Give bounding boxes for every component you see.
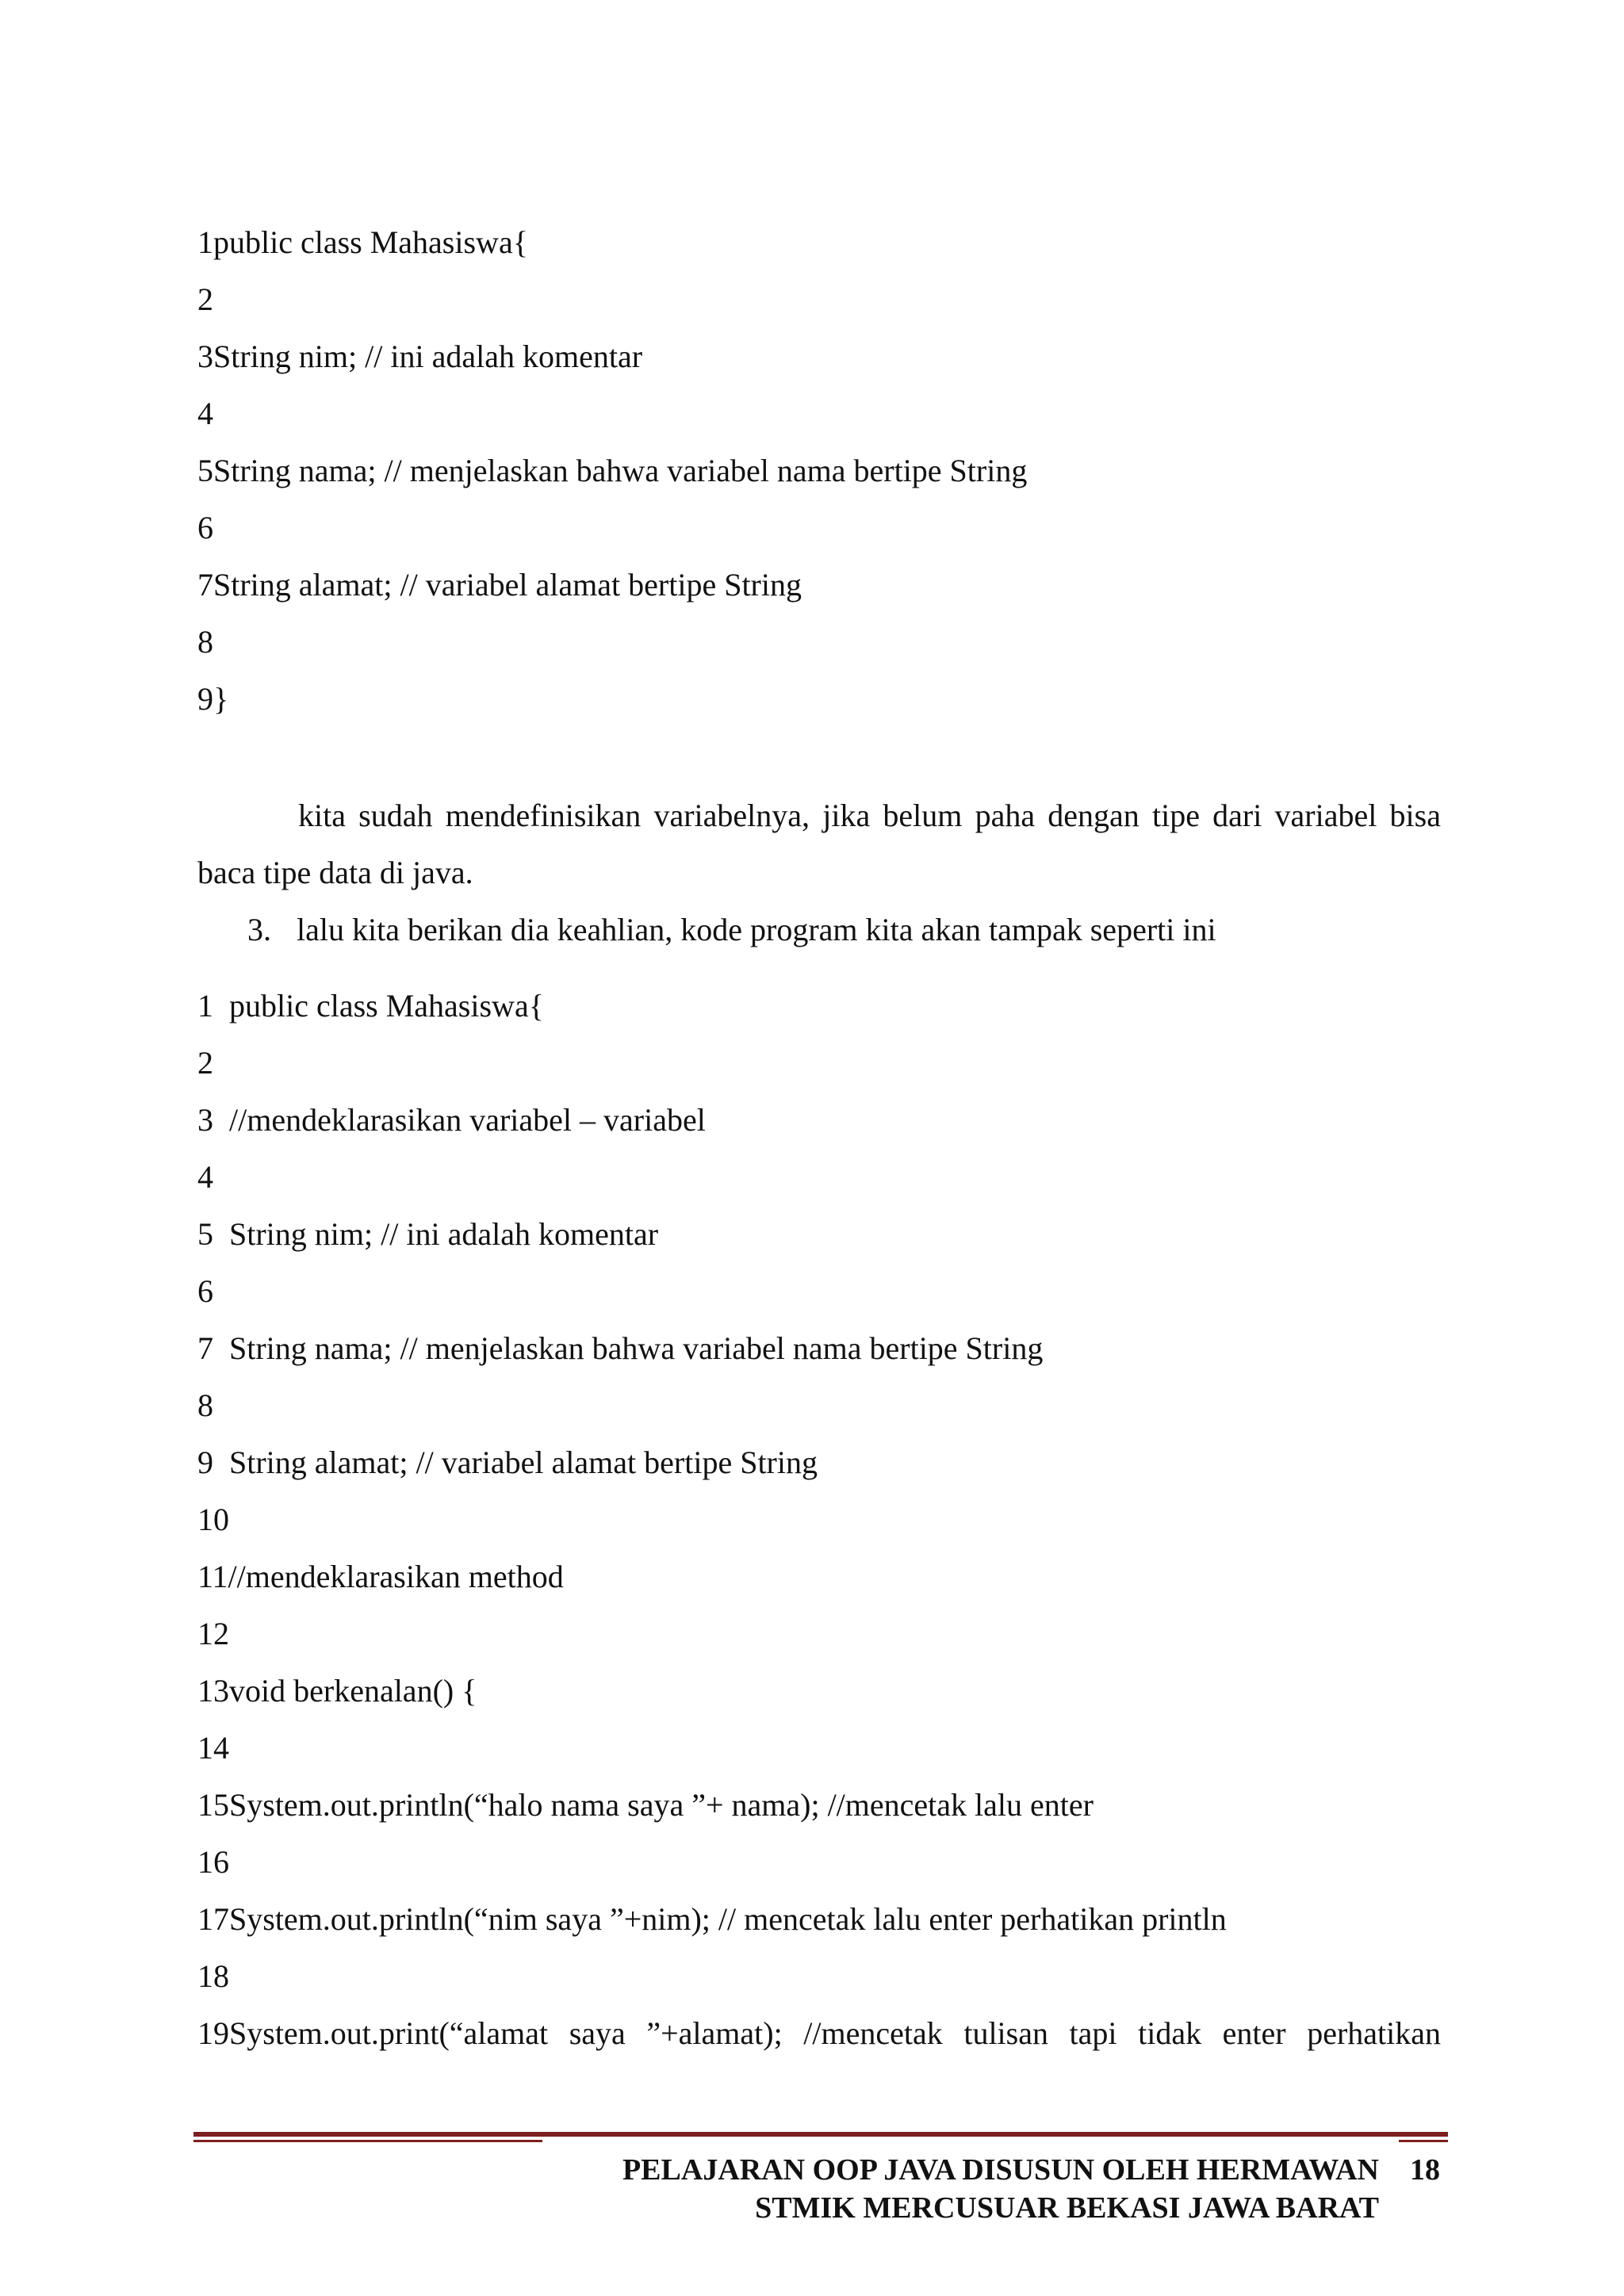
code-line: 1public class Mahasiswa{ (197, 224, 528, 260)
footer-rule-thick (193, 2132, 1448, 2137)
code-line: 8 (197, 1387, 213, 1423)
paragraph-line-2: baca tipe data di java. (197, 855, 473, 890)
page-number: 18 (1410, 2153, 1440, 2187)
code-line: 3 //mendeklarasikan variabel – variabel (197, 1102, 706, 1138)
code-line: 7String alamat; // variabel alamat bertipe String (197, 567, 802, 603)
code-line: 10 (197, 1502, 229, 1537)
code-line: 2 (197, 281, 213, 317)
code-line: 6 (197, 1273, 213, 1309)
code-line: 13void berkenalan() { (197, 1673, 477, 1709)
footer-subtitle: STMIK MERCUSUAR BEKASI JAWA BARAT (755, 2191, 1379, 2225)
code-line: 4 (197, 396, 213, 431)
code-line: 2 (197, 1045, 213, 1081)
code-line: 18 (197, 1958, 229, 1994)
code-line: 8 (197, 624, 213, 660)
body-paragraph (197, 797, 1441, 835)
code-line: 12 (197, 1616, 229, 1651)
footer-title: PELAJARAN OOP JAVA DISUSUN OLEH HERMAWAN (622, 2153, 1379, 2187)
list-item-text: lalu kita berikan dia keahlian, kode program kita akan tampak seperti ini (297, 912, 1216, 947)
code-line: 17System.out.println(“nim saya ”+nim); // mencetak lalu enter perhatikan println (197, 1901, 1227, 1937)
code-line: 16 (197, 1844, 229, 1880)
footer-rule-thin-right (1399, 2140, 1448, 2142)
code-line: 6 (197, 510, 213, 545)
code-line: 1 public class Mahasiswa{ (197, 988, 544, 1024)
code-line: 7 String nama; // menjelaskan bahwa variabel nama bertipe String (197, 1330, 1044, 1366)
code-line: 5 String nim; // ini adalah komentar (197, 1216, 659, 1252)
paragraph-line-1: kita sudah mendefinisikan variabelnya, jika belum paha dengan tipe dari variabel bisa (298, 798, 1441, 833)
code-line: 15System.out.println(“halo nama saya ”+ nama); //mencetak lalu enter (197, 1787, 1094, 1823)
code-line: 9 String alamat; // variabel alamat bertipe String (197, 1445, 818, 1480)
code-line: 14 (197, 1730, 229, 1766)
list-item (247, 911, 1216, 949)
code-line: 19System.out.print(“alamat saya ”+alamat); //mencetak tulisan tapi tidak enter perhatikan (197, 2015, 1441, 2051)
code-line: 3String nim; // ini adalah komentar (197, 339, 643, 374)
code-line: 9} (197, 681, 229, 717)
list-item-number: 3. (247, 912, 271, 947)
code-line: 4 (197, 1159, 213, 1195)
code-line: 5String nama; // menjelaskan bahwa variabel nama bertipe String (197, 453, 1028, 488)
code-line: 11//mendeklarasikan method (197, 1559, 564, 1594)
footer-rule-thin-left (193, 2140, 542, 2142)
